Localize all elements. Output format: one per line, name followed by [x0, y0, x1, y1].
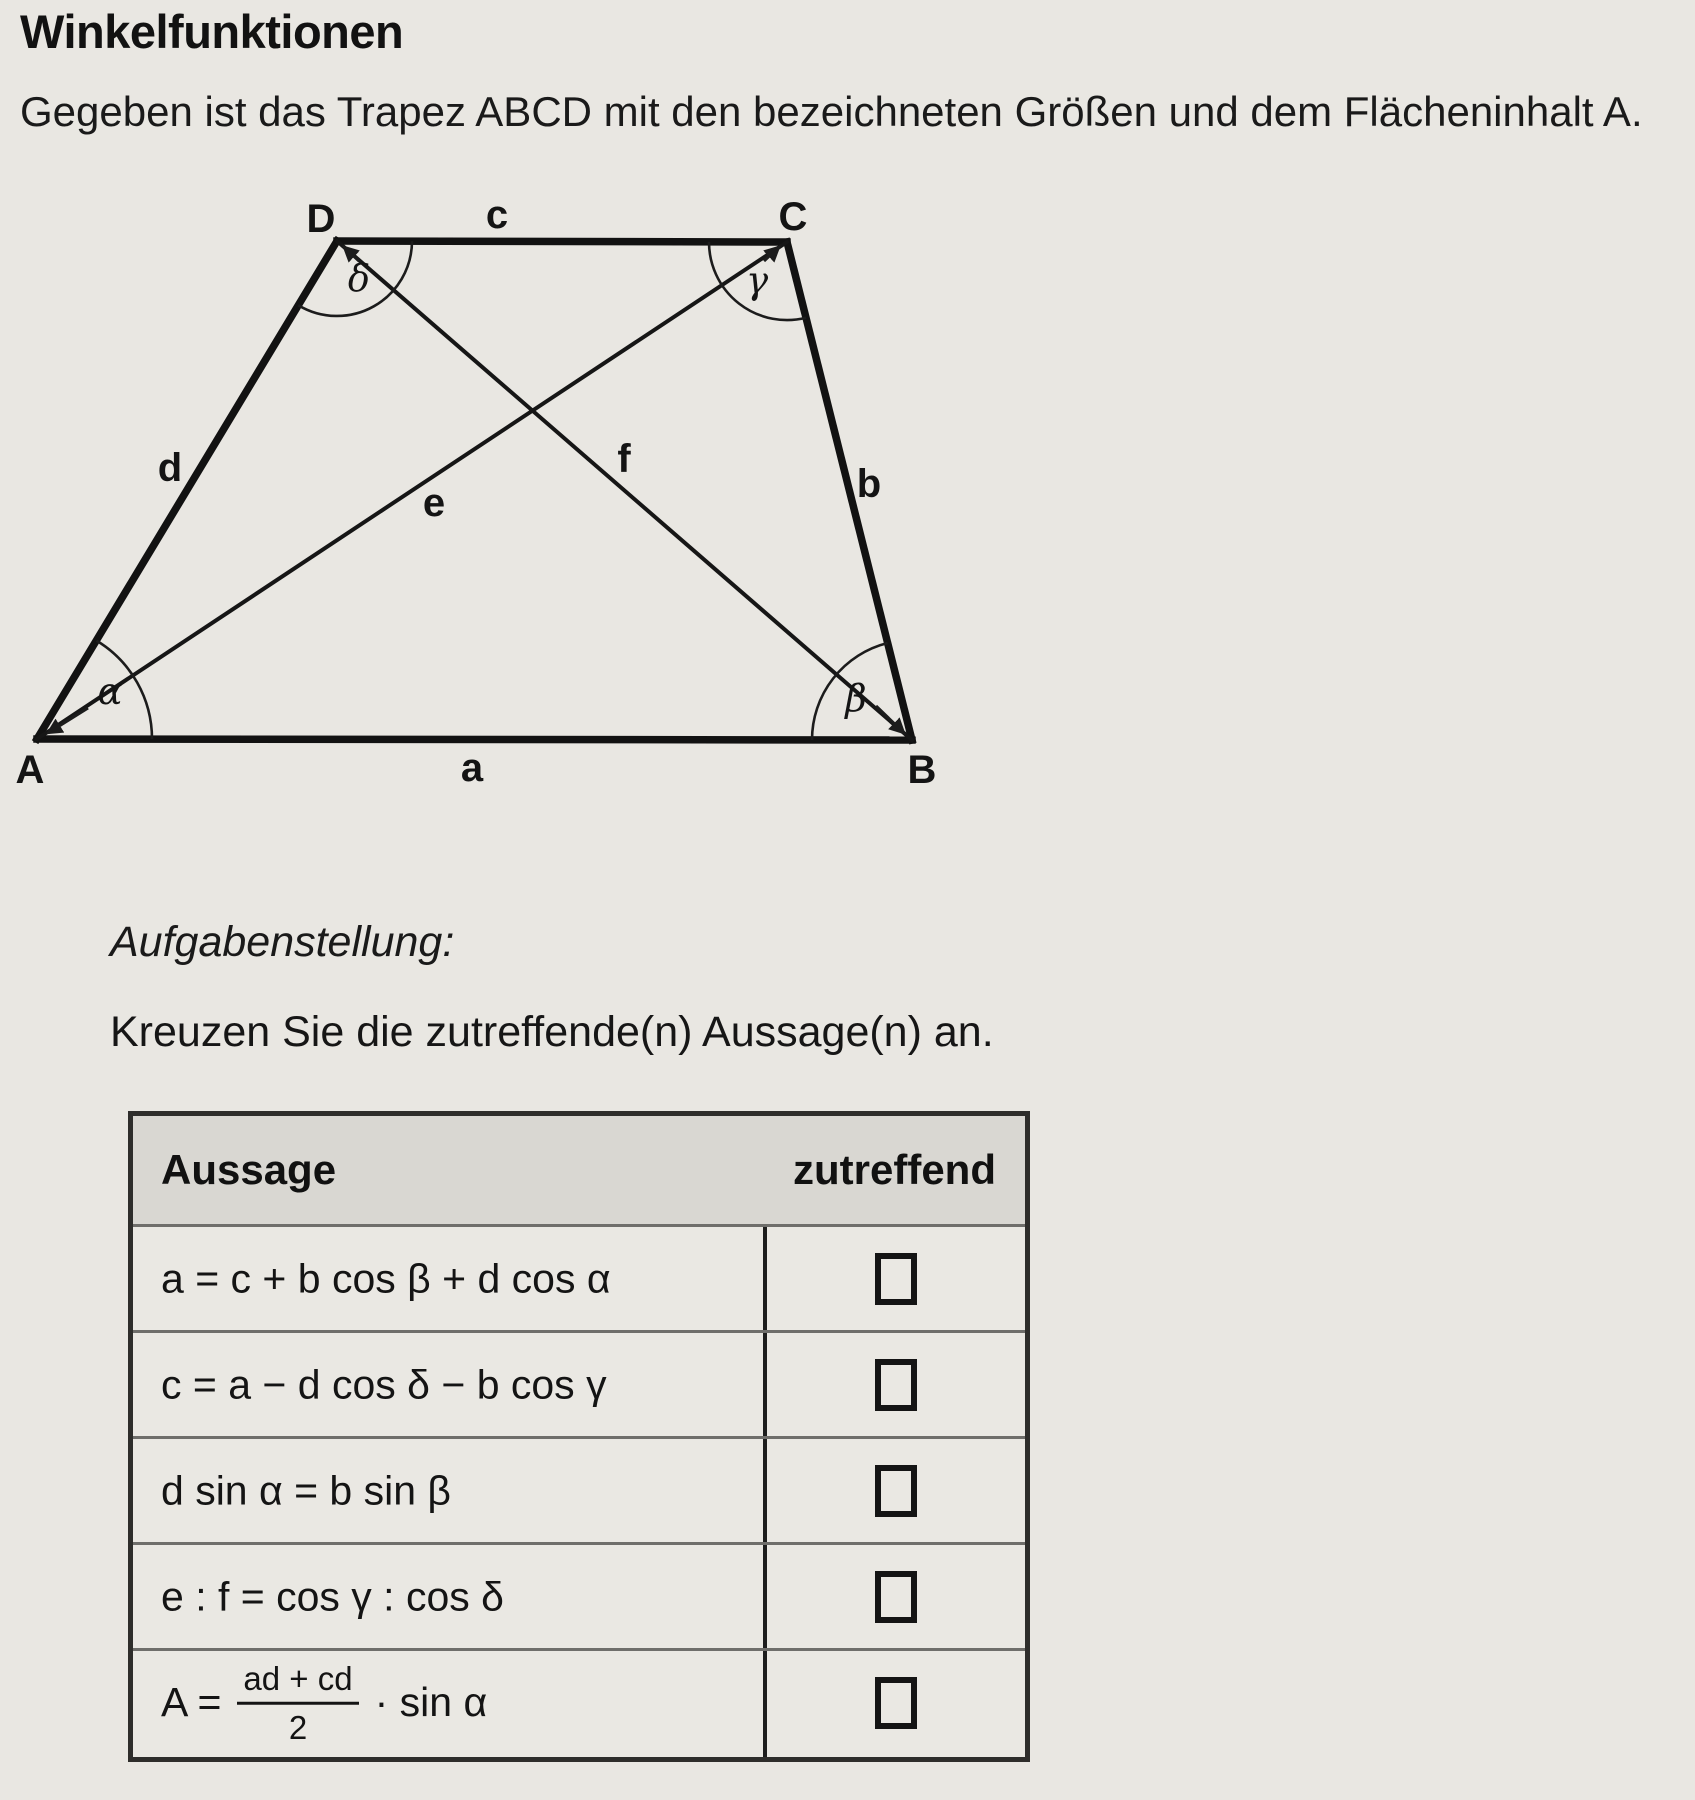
diagonal-f-label: f — [617, 437, 631, 481]
header-statement: Aussage — [161, 1146, 337, 1193]
side-d-label: d — [157, 446, 183, 490]
formula-suffix: · sin α — [374, 1679, 488, 1725]
angle-beta-label: β — [845, 677, 867, 720]
trapezoid-diagram — [0, 170, 1000, 820]
diagonal-e-label: e — [422, 481, 446, 525]
header-applicable: zutreffend — [793, 1146, 996, 1193]
vertex-b-label: B — [907, 748, 937, 792]
angle-delta-label: δ — [347, 257, 371, 300]
statement-formula: d sin α = b sin β — [161, 1467, 452, 1513]
formula-prefix: A = — [161, 1679, 222, 1725]
page-title: Winkelfunktionen — [20, 5, 404, 58]
angle-gamma-label: γ — [745, 259, 769, 302]
table-row — [133, 1224, 1025, 1330]
fraction — [237, 1661, 358, 1744]
statement-formula — [161, 1661, 487, 1744]
statement-formula: c = a − d cos δ − b cos γ — [161, 1361, 607, 1407]
vertex-d-label: D — [306, 197, 336, 241]
checkbox-row-5[interactable] — [875, 1677, 917, 1729]
statement-formula: a = c + b cos β + d cos α — [161, 1255, 611, 1301]
side-a-line — [37, 739, 912, 740]
table-row — [133, 1330, 1025, 1436]
table-row — [133, 1436, 1025, 1542]
checkbox-row-3[interactable] — [875, 1465, 917, 1517]
side-d-line — [37, 241, 337, 739]
side-c-line — [337, 241, 787, 242]
checkbox-row-1[interactable] — [875, 1253, 917, 1305]
vertex-a-label: A — [15, 748, 45, 792]
vertex-c-label: C — [778, 195, 808, 239]
table-header-row — [133, 1116, 1025, 1224]
task-instruction: Kreuzen Sie die zutreffende(n) Aussage(n) an. — [110, 1008, 994, 1056]
checkbox-row-4[interactable] — [875, 1571, 917, 1623]
side-b-label: b — [856, 462, 882, 506]
side-a-label: a — [460, 746, 484, 790]
beta-leader-arrow — [876, 706, 904, 733]
statement-formula: e : f = cos γ : cos δ — [161, 1573, 504, 1619]
table-row — [133, 1648, 1025, 1754]
fraction-denominator: 2 — [288, 1708, 308, 1746]
task-label: Aufgabenstellung: — [110, 918, 455, 966]
angle-alpha-label: α — [97, 670, 123, 713]
side-b-line — [787, 242, 912, 740]
statements-table — [128, 1111, 1030, 1762]
side-c-label: c — [485, 193, 509, 237]
table-row — [133, 1542, 1025, 1648]
checkbox-row-2[interactable] — [875, 1359, 917, 1411]
intro-text: Gegeben ist das Trapez ABCD mit den bezeichneten Größen und dem Flächeninhalt A. — [20, 88, 1643, 135]
diagonal-e-line — [37, 242, 787, 739]
fraction-numerator: ad + cd — [243, 1659, 353, 1697]
